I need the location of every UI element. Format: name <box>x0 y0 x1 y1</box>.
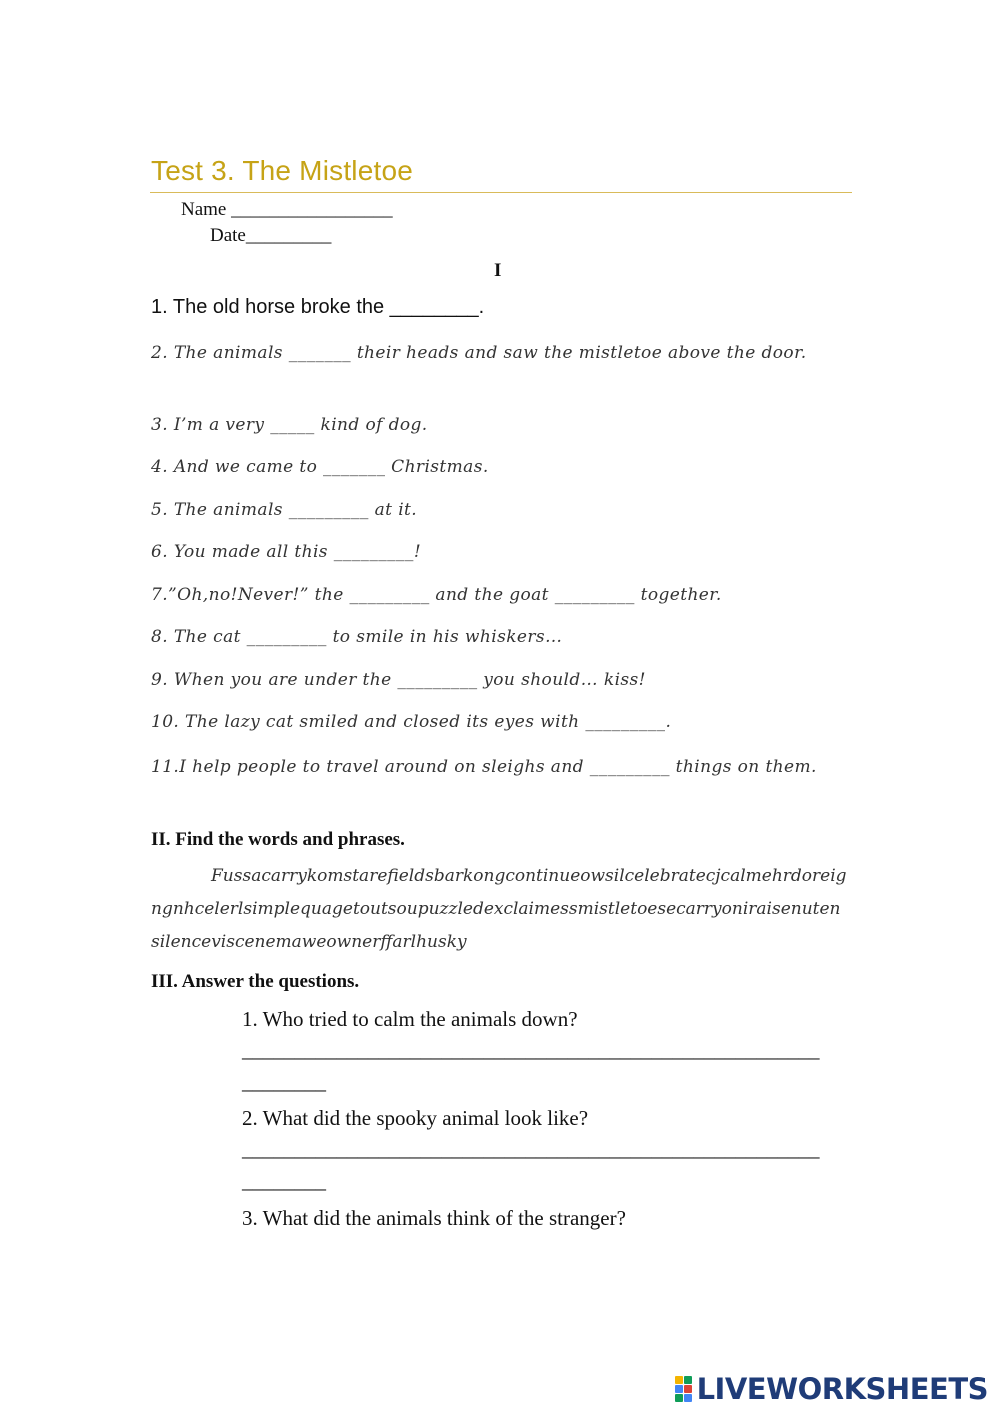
question-2: 2. The animals _______ their heads and saw the mistletoe above the door. <box>151 343 807 363</box>
date-field[interactable]: Date_________ <box>210 225 332 246</box>
section-1-heading: I <box>494 260 502 281</box>
answer-line-2b[interactable]: ________ <box>242 1169 326 1193</box>
page-title: Test 3. The Mistletoe <box>151 155 414 186</box>
question-5: 5. The animals _________ at it. <box>151 500 418 520</box>
title-divider <box>150 192 852 193</box>
question-10: 10. The lazy cat smiled and closed its eyes with _________. <box>151 712 672 732</box>
open-question-3: 3. What did the animals think of the stranger? <box>242 1206 626 1230</box>
question-6: 6. You made all this _________! <box>151 542 422 562</box>
liveworksheets-logo-icon <box>675 1374 693 1404</box>
word-search-letters: Fussacarrykomstarefieldsbarkongcontinueowsilcelebratecjcalmehrdoreigngnhcelerlsimplequagetoutsoupuzzledexclaimessmistletoesecarryoniraisenutensilenceviscenemaweownerffarlhusky <box>151 866 847 952</box>
open-question-2: 2. What did the spooky animal look like? <box>242 1106 589 1130</box>
question-7: 7.”Oh,no!Never!” the _________ and the goat _________ together. <box>151 585 722 605</box>
question-3: 3. I’m a very _____ kind of dog. <box>151 415 428 435</box>
answer-line-2a[interactable]: _______________________________________________________ <box>242 1137 820 1161</box>
question-4: 4. And we came to _______ Christmas. <box>151 457 489 477</box>
name-field[interactable]: Name _________________ <box>181 199 393 220</box>
section-3-heading: III. Answer the questions. <box>151 971 360 992</box>
section-2-heading: II. Find the words and phrases. <box>151 829 405 850</box>
question-11: 11.I help people to travel around on sleighs and _________ things on them. <box>151 757 817 777</box>
liveworksheets-logo-text: LIVEWORKSHEETS <box>696 1372 988 1406</box>
question-8: 8. The cat _________ to smile in his whiskers… <box>151 627 563 647</box>
answer-line-1a[interactable]: _______________________________________________________ <box>242 1038 820 1062</box>
question-1: 1. The old horse broke the ________. <box>151 296 485 318</box>
liveworksheets-logo <box>675 1372 988 1406</box>
open-question-1: 1. Who tried to calm the animals down? <box>242 1007 578 1031</box>
answer-line-1b[interactable]: ________ <box>242 1070 326 1094</box>
question-9: 9. When you are under the _________ you should… kiss! <box>151 670 646 690</box>
